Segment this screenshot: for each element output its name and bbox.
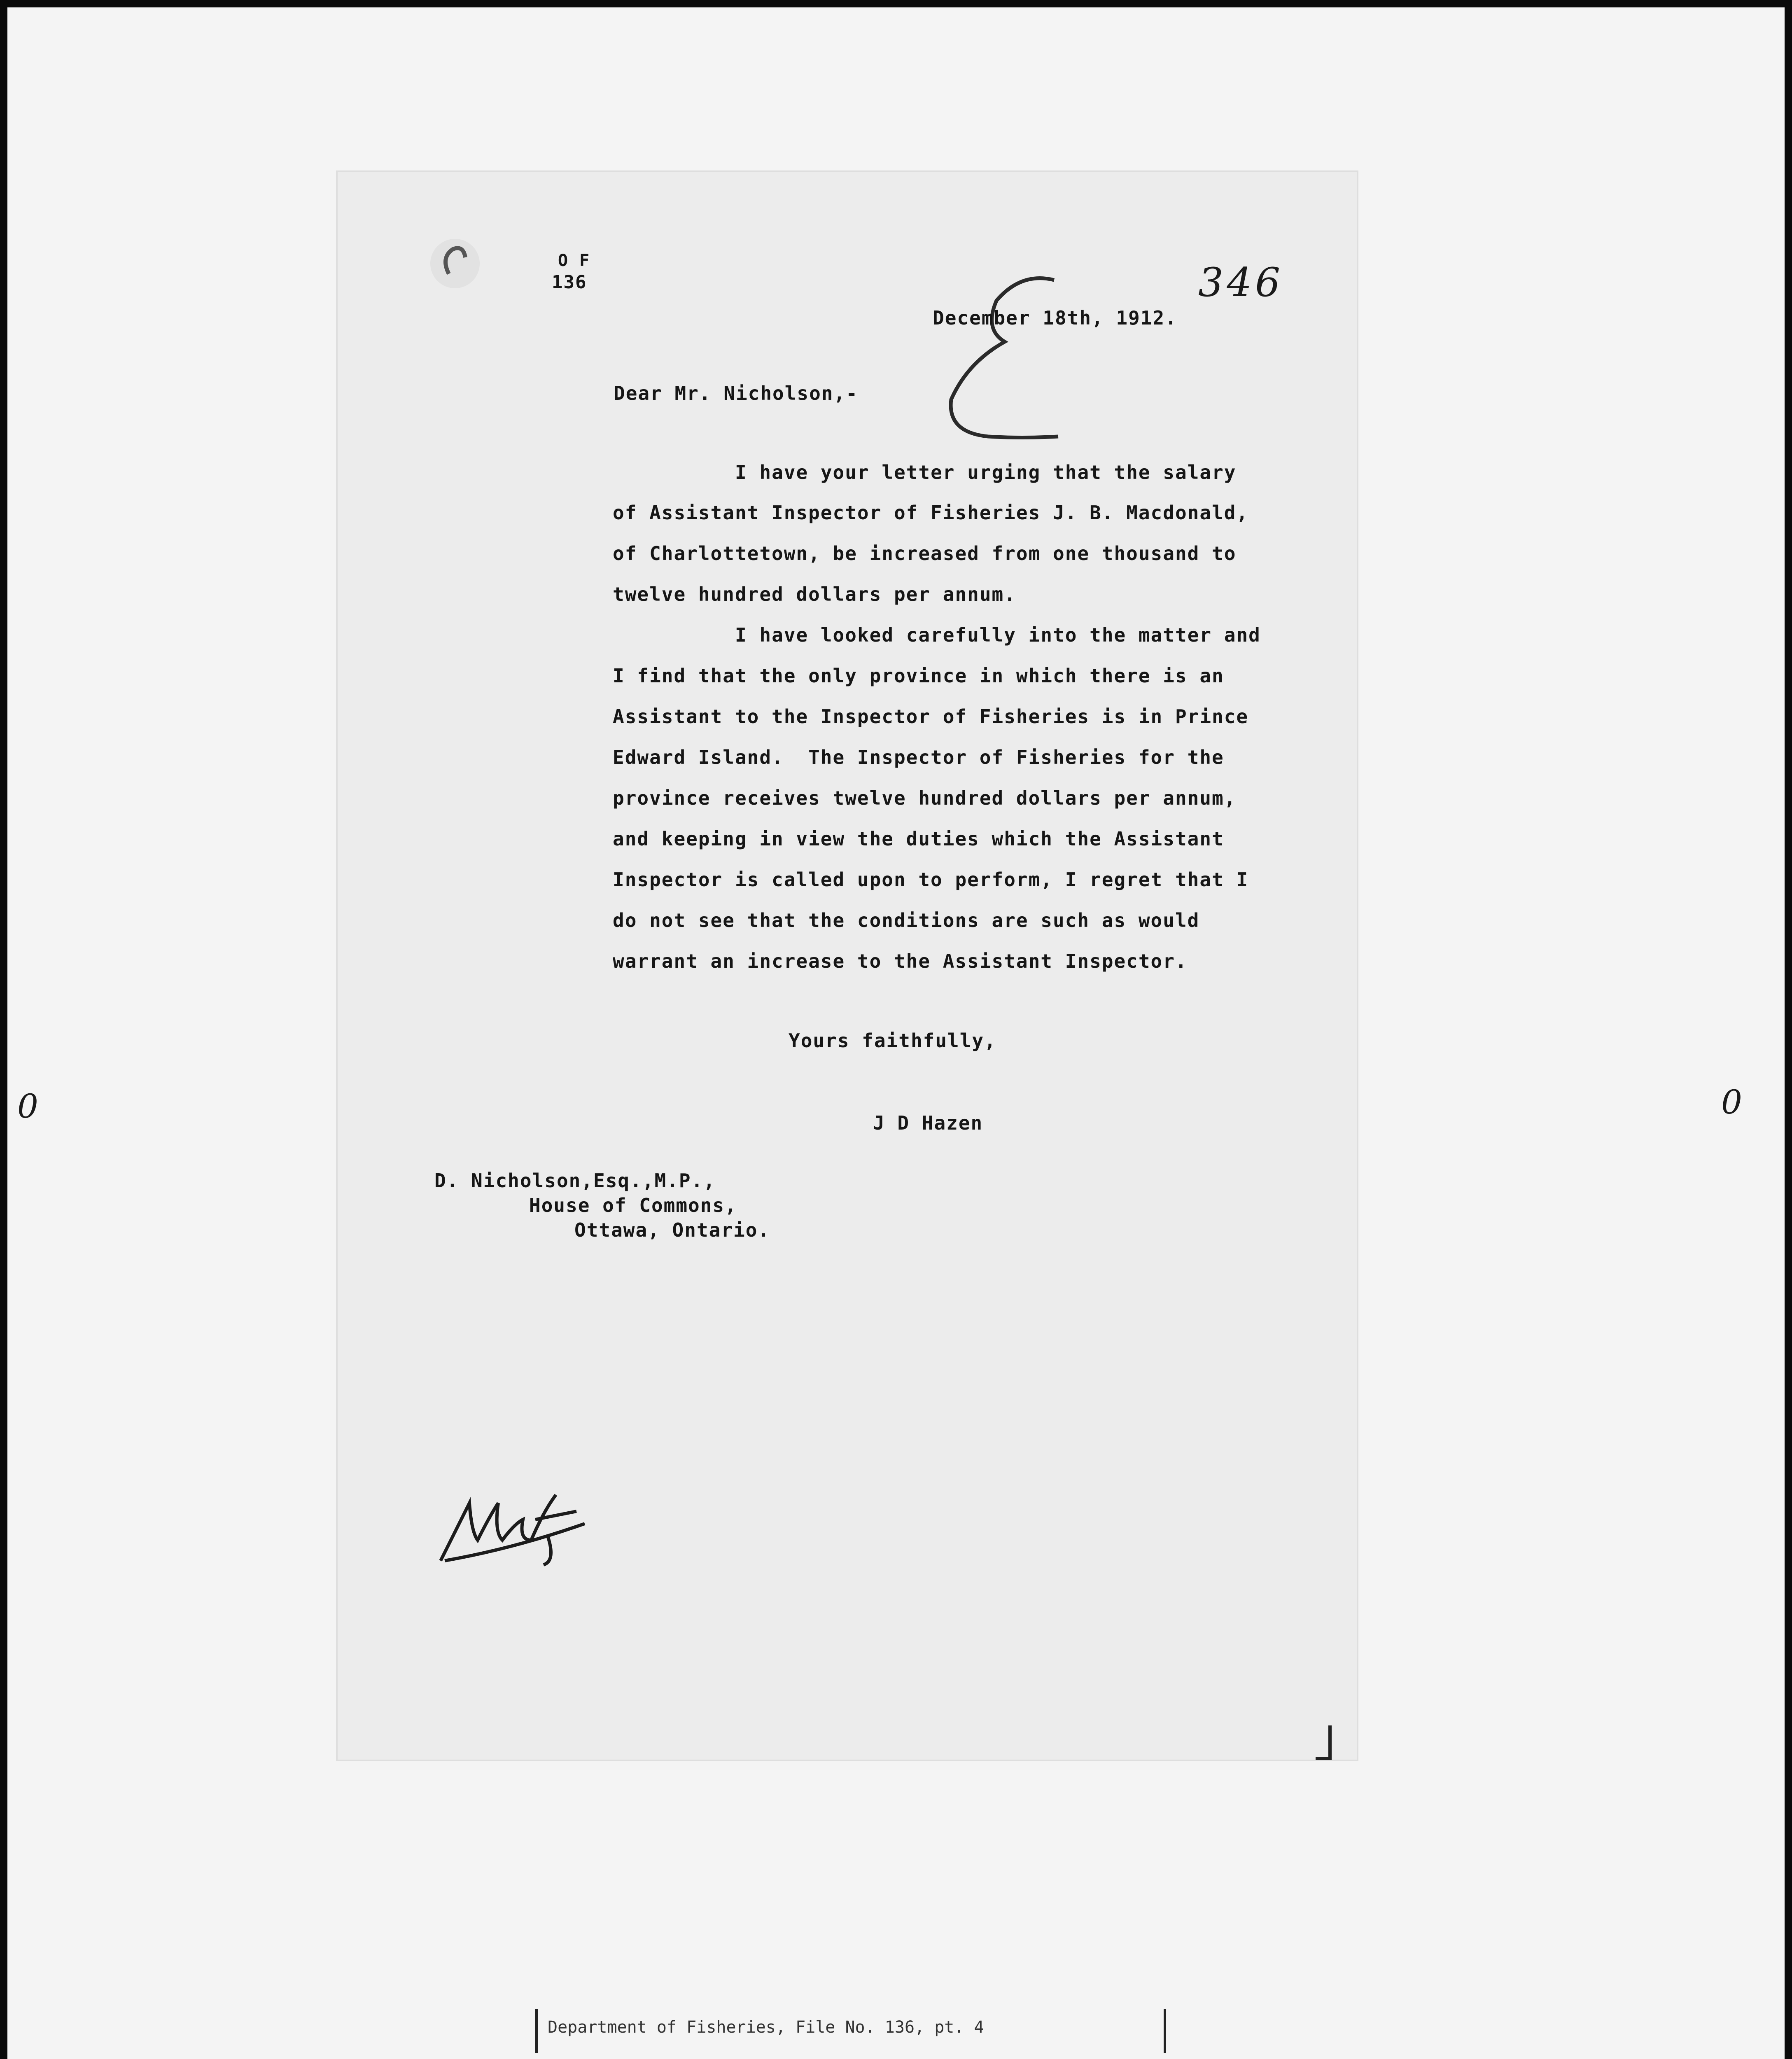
file-code-line1: O F — [558, 251, 590, 270]
punch-hole-mark — [424, 224, 486, 294]
body-line-13: warrant an increase to the Assistant Inspector. — [613, 950, 1188, 972]
recipient-line3: Ottawa, Ontario. — [574, 1219, 770, 1241]
body-line-7: Assistant to the Inspector of Fisheries is in Prince — [613, 705, 1249, 728]
page-number: 346 — [1198, 259, 1284, 306]
recipient-line2: House of Commons, — [529, 1194, 737, 1216]
letter-date: December 18th, 1912. — [933, 307, 1177, 329]
body-line-2: of Assistant Inspector of Fisheries J. B. Macdonald, — [613, 502, 1249, 524]
archive-reference: Department of Fisheries, File No. 136, pt. 4 — [548, 2018, 984, 2037]
body-line-3: of Charlottetown, be increased from one thousand to — [613, 542, 1237, 565]
corner-mark — [1314, 1721, 1338, 1763]
body-line-8: Edward Island. The Inspector of Fisheries for the — [613, 746, 1224, 768]
handwritten-bracket — [922, 264, 1071, 453]
body-line-9: province receives twelve hundred dollars per annum, — [613, 787, 1237, 809]
file-code-line2: 136 — [552, 272, 587, 293]
handwritten-initials — [432, 1478, 597, 1573]
signature: J D Hazen — [873, 1112, 983, 1134]
recipient-line1: D. Nicholson,Esq.,M.P., — [434, 1170, 716, 1192]
margin-mark-left: 0 — [17, 1087, 38, 1125]
body-line-5: I have looked carefully into the matter and — [735, 624, 1261, 646]
body-line-10: and keeping in view the duties which the Assistant — [613, 828, 1224, 850]
body-line-4: twelve hundred dollars per annum. — [613, 583, 1016, 605]
closing: Yours faithfully, — [789, 1030, 996, 1052]
body-line-11: Inspector is called upon to perform, I regret that I — [613, 868, 1249, 891]
initials-text: MAF — [432, 1478, 433, 1479]
body-line-6: I find that the only province in which there is an — [613, 665, 1224, 687]
body-line-12: do not see that the conditions are such as would — [613, 909, 1200, 931]
salutation: Dear Mr. Nicholson,- — [614, 382, 858, 404]
body-line-1: I have your letter urging that the salary — [735, 461, 1237, 483]
margin-mark-right: 0 — [1721, 1083, 1742, 1121]
